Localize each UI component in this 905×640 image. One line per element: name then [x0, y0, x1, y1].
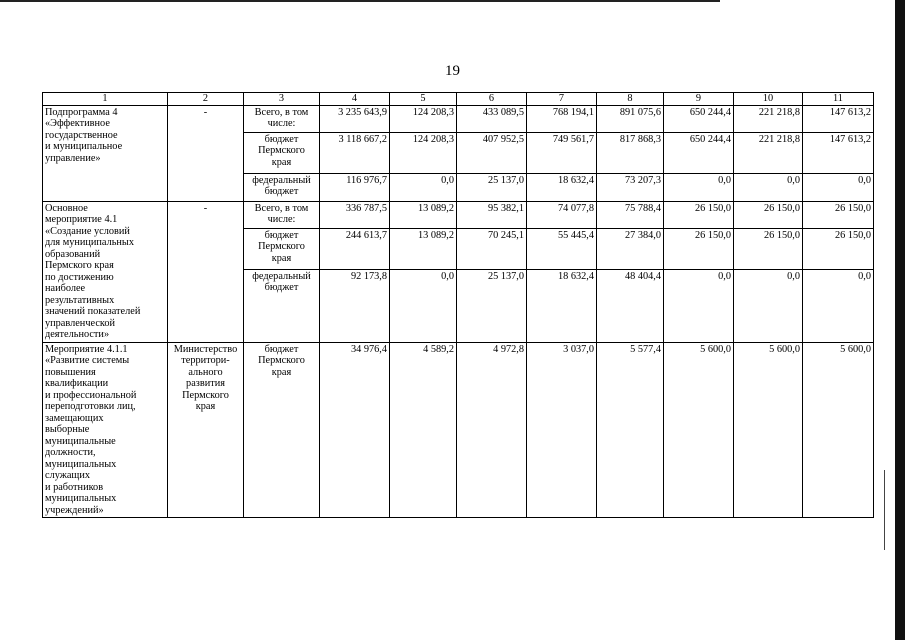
header-cell: 6 [457, 93, 527, 106]
value-cell: 891 075,6 [597, 105, 664, 132]
scan-top-edge [0, 0, 720, 2]
value-cell: 25 137,0 [457, 173, 527, 201]
scan-right-edge [895, 0, 905, 640]
value-cell: 92 173,8 [320, 269, 390, 342]
value-cell: 221 218,8 [734, 105, 803, 132]
value-cell: 18 632,4 [527, 173, 597, 201]
value-cell: 124 208,3 [390, 105, 457, 132]
program-name-cell: Мероприятие 4.1.1 «Развитие системы повышения квалификации и профессиональной переподготовки лиц, замещающих выборные муниципальные должности, муниципальных служащих и работников муниципальных учреждений» [43, 342, 168, 518]
value-cell: 13 089,2 [390, 228, 457, 269]
value-cell: 0,0 [803, 173, 874, 201]
value-cell: 221 218,8 [734, 132, 803, 173]
source-cell: Всего, в том числе: [244, 201, 320, 228]
value-cell: 0,0 [390, 173, 457, 201]
value-cell: 0,0 [803, 269, 874, 342]
table-row [43, 201, 874, 228]
budget-table [42, 92, 874, 518]
value-cell: 25 137,0 [457, 269, 527, 342]
value-cell: 147 613,2 [803, 132, 874, 173]
header-cell: 10 [734, 93, 803, 106]
value-cell: 650 244,4 [664, 105, 734, 132]
header-row [43, 93, 874, 106]
value-cell: 73 207,3 [597, 173, 664, 201]
value-cell: 0,0 [734, 173, 803, 201]
value-cell: 147 613,2 [803, 105, 874, 132]
value-cell: 5 600,0 [664, 342, 734, 518]
value-cell: 26 150,0 [734, 228, 803, 269]
source-cell: Всего, в том числе: [244, 105, 320, 132]
value-cell: 5 600,0 [803, 342, 874, 518]
header-cell: 7 [527, 93, 597, 106]
header-cell: 4 [320, 93, 390, 106]
value-cell: 0,0 [664, 269, 734, 342]
value-cell: 74 077,8 [527, 201, 597, 228]
value-cell: 3 118 667,2 [320, 132, 390, 173]
value-cell: 336 787,5 [320, 201, 390, 228]
value-cell: 95 382,1 [457, 201, 527, 228]
source-cell: бюджет Пермского края [244, 132, 320, 173]
scan-mark [884, 470, 885, 550]
value-cell: 27 384,0 [597, 228, 664, 269]
value-cell: 26 150,0 [803, 201, 874, 228]
value-cell: 124 208,3 [390, 132, 457, 173]
value-cell: 768 194,1 [527, 105, 597, 132]
header-cell: 11 [803, 93, 874, 106]
value-cell: 48 404,4 [597, 269, 664, 342]
value-cell: 75 788,4 [597, 201, 664, 228]
executor-cell: - [168, 105, 244, 201]
value-cell: 13 089,2 [390, 201, 457, 228]
value-cell: 407 952,5 [457, 132, 527, 173]
value-cell: 749 561,7 [527, 132, 597, 173]
value-cell: 0,0 [734, 269, 803, 342]
value-cell: 34 976,4 [320, 342, 390, 518]
page-number: 19 [445, 63, 460, 79]
header-cell: 9 [664, 93, 734, 106]
table-row [43, 105, 874, 132]
header-cell: 1 [43, 93, 168, 106]
source-cell: федеральный бюджет [244, 269, 320, 342]
value-cell: 4 589,2 [390, 342, 457, 518]
value-cell: 5 600,0 [734, 342, 803, 518]
header-cell: 5 [390, 93, 457, 106]
value-cell: 116 976,7 [320, 173, 390, 201]
source-cell: бюджет Пермского края [244, 342, 320, 518]
header-cell: 2 [168, 93, 244, 106]
value-cell: 433 089,5 [457, 105, 527, 132]
source-cell: бюджет Пермского края [244, 228, 320, 269]
value-cell: 55 445,4 [527, 228, 597, 269]
value-cell: 26 150,0 [664, 201, 734, 228]
value-cell: 4 972,8 [457, 342, 527, 518]
program-name-cell: Основное мероприятие 4.1 «Создание условий для муниципальных образований Пермского края по достижению наиболее результативных значений показателей управленческой деятельности» [43, 201, 168, 342]
program-name-cell: Подпрограмма 4 «Эффективное государственное и муниципальное управление» [43, 105, 168, 201]
value-cell: 3 235 643,9 [320, 105, 390, 132]
executor-cell: - [168, 201, 244, 342]
value-cell: 0,0 [390, 269, 457, 342]
executor-cell: Министерство территори- ального развития Пермского края [168, 342, 244, 518]
source-cell: федеральный бюджет [244, 173, 320, 201]
value-cell: 0,0 [664, 173, 734, 201]
value-cell: 3 037,0 [527, 342, 597, 518]
value-cell: 244 613,7 [320, 228, 390, 269]
value-cell: 18 632,4 [527, 269, 597, 342]
value-cell: 26 150,0 [664, 228, 734, 269]
table-row [43, 342, 874, 518]
value-cell: 70 245,1 [457, 228, 527, 269]
value-cell: 5 577,4 [597, 342, 664, 518]
value-cell: 650 244,4 [664, 132, 734, 173]
value-cell: 817 868,3 [597, 132, 664, 173]
header-cell: 8 [597, 93, 664, 106]
value-cell: 26 150,0 [734, 201, 803, 228]
value-cell: 26 150,0 [803, 228, 874, 269]
header-cell: 3 [244, 93, 320, 106]
